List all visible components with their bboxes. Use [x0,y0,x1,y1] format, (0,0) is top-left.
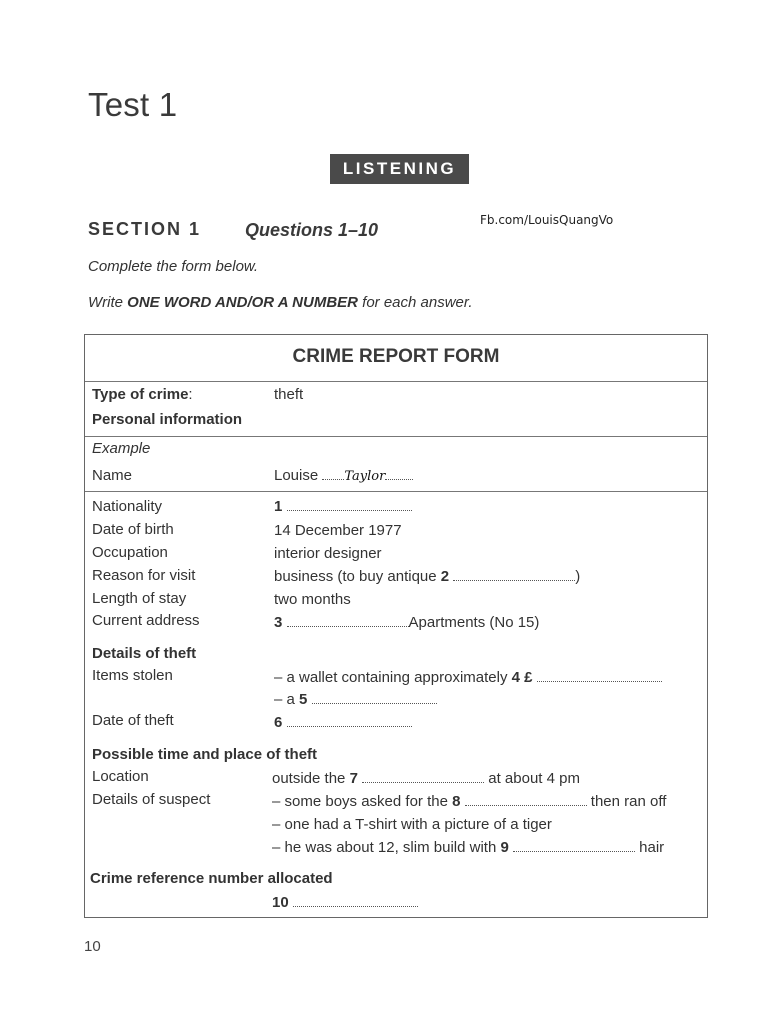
type-of-crime-colon: : [188,386,193,403]
example-label: Example [92,440,151,457]
page-number: 10 [84,938,101,955]
test-title: Test 1 [88,86,178,123]
question-number: 1 [274,498,283,515]
date-of-birth-value: 14 December 1977 [274,522,402,539]
question-number: 2 [440,568,450,585]
suspect-line-suffix: then ran off [590,793,667,810]
answer-field-1[interactable] [274,498,412,515]
instruction-word-limit [88,294,473,311]
date-of-birth-label: Date of birth [92,521,174,538]
question-number: 5 [299,691,308,708]
answer-field-4[interactable] [274,669,662,686]
occupation-value: interior designer [274,545,382,562]
suspect-line: – one had a T-shirt with a picture of a tiger [272,816,552,833]
answer-field-3[interactable] [274,614,539,631]
reason-prefix: business (to buy antique [274,568,441,585]
location-suffix: at about 4 pm [488,770,580,787]
divider [85,491,707,492]
section-label: SECTION 1 [88,219,202,239]
name-value [274,467,413,484]
question-number: 4 £ [511,669,533,686]
questions-range: Questions 1–10 [245,220,379,240]
personal-info-heading: Personal information [92,411,243,428]
time-place-heading: Possible time and place of theft [92,746,318,763]
answer-field-9[interactable] [272,839,664,856]
instruction-complete-form: Complete the form below. [88,258,259,275]
reference-heading: Crime reference number allocated [90,870,333,887]
date-of-theft-label: Date of theft [92,712,174,729]
items-stolen-label: Items stolen [92,667,173,684]
answer-field-8[interactable] [272,793,666,810]
divider [85,381,707,382]
length-of-stay-value: two months [274,591,351,608]
address-suffix: Apartments (No 15) [408,614,540,631]
answer-field-10[interactable] [272,894,418,911]
answer-field-6[interactable] [274,714,412,731]
type-of-crime-value: theft [274,386,304,403]
location-prefix: outside the [272,770,350,787]
instruction-suffix: for each answer. [358,294,473,311]
instruction-prefix: Write [88,294,128,311]
question-number: 7 [349,770,358,787]
suspect-line: – he was about 12, slim build with [272,839,501,856]
name-value-text: Louise [274,467,319,484]
answer-field-2[interactable] [274,568,580,585]
length-of-stay-label: Length of stay [92,590,187,607]
question-number: 3 [274,614,283,631]
divider [85,436,707,437]
question-number: 6 [274,714,283,731]
name-label: Name [92,467,133,484]
reason-for-visit-label: Reason for visit [92,567,196,584]
question-number: 10 [272,894,289,911]
listening-badge: LISTENING [330,154,469,184]
answer-field-7[interactable] [272,770,580,787]
item-prefix: – a [274,691,300,708]
question-number: 9 [500,839,509,856]
answer-field-5[interactable] [274,691,437,708]
suspect-line-suffix: hair [639,839,665,856]
instruction-bold: ONE WORD AND/OR A NUMBER [127,294,358,311]
form-title: CRIME REPORT FORM [292,346,500,367]
type-of-crime-label [92,386,193,403]
suspect-line: – some boys asked for the [272,793,453,810]
question-number: 8 [452,793,461,810]
type-of-crime-label-text: Type of crime [92,386,189,403]
name-handwritten-answer: Taylor [344,469,386,484]
item-prefix: – a wallet containing approximately [274,669,512,686]
occupation-label: Occupation [92,544,168,561]
current-address-label: Current address [92,612,200,629]
crime-report-form [84,334,708,918]
reason-suffix: ) [575,568,581,585]
nationality-label: Nationality [92,498,163,515]
theft-details-heading: Details of theft [92,645,197,662]
watermark-text: Fb.com/LouisQuangVo [480,213,614,227]
location-label: Location [92,768,149,785]
suspect-details-label: Details of suspect [92,791,211,808]
